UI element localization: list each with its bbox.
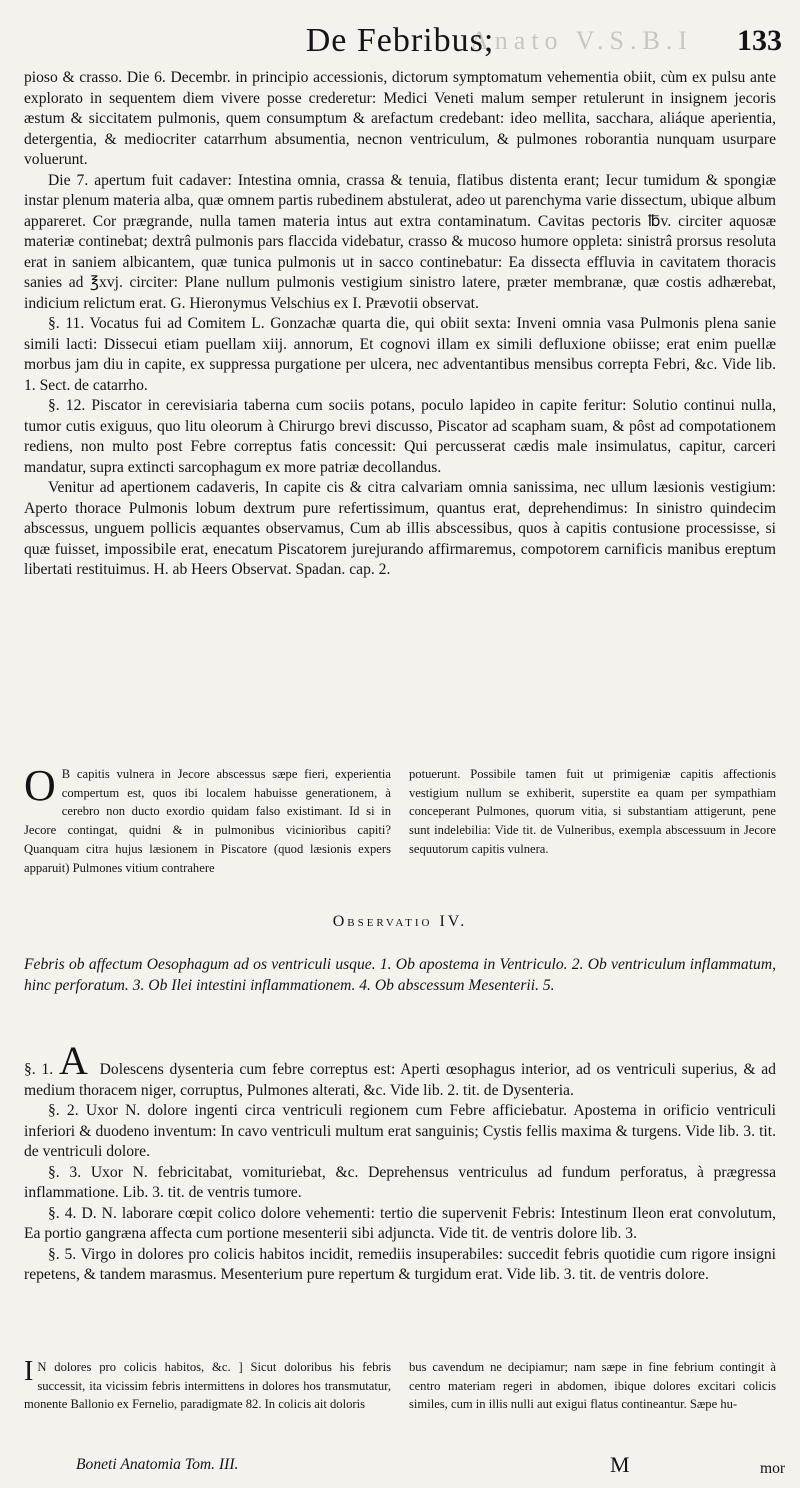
paragraph: Die 7. apertum fuit cadaver: Intestina omnia, crassa & tenuia, flatibus distenta erant; Iecur tumidum & spongiæ instar plenum materia alba, quæ omnem partis rubedinem abstulerat, adeo ut parenchyma varie dissectum, ubique album appareret. Cor prægrande, nulla tamen materia intus aut extra contaminatum. Cavitas pectoris ℔v. circiter aquosæ materiæ continebat; dextrâ pulmonis pars flaccida videbatur, crasso & mucoso humore oppleta: sinistrâ prorsus resoluta erat in saniem albicantem, quæ tunica pulmonis ut in sacco continebatur: Ea dissecta effluvia in cavitatem thoracis sanies ad ℥xvj. circiter: Plane nullum pulmonis vestigium sinistro latere, præter membranæ, quæ costis adhærebat, indicium relictum erat. G. Hieronymus Velschius ex I. Prævotii observat.	[24, 171, 776, 312]
item-number: §. 1.	[24, 1061, 54, 1078]
observation-heading	[24, 913, 776, 931]
scholium-column	[24, 761, 391, 877]
running-title: De Febribus;	[305, 22, 495, 59]
signature-line: Boneti Anatomia Tom. III.	[76, 1456, 239, 1473]
observation-items	[24, 1038, 776, 1286]
drop-cap: O	[24, 761, 56, 810]
paragraph: §. 12. Piscator in cerevisiaria taberna cum sociis potans, poculo lapideo in capite feritur: Solutio continui nulla, tumor cutis exiguus, quo litu oleorum à Chirurgo brevi discusso, Piscator ad scapham suam, & pôst ad compotationem rediens, non multo post Febre correptus fatis concessit: Qui percusserat cædis male insimulatus, capitur, carceri mandatur, supra extincti sarcophagum ex more patriæ decollandus.	[24, 397, 776, 476]
item-number: §. 5.	[48, 1245, 77, 1263]
item-text: Virgo in dolores pro colicis habitos incidit, remediis insuperabiles: succedit febris quotidie cum rigore insigni repetens, & tandem marasmus. Mesenterium pure repertum & turgidum erat. Vide lib. 3. tit. de ventris dolore.	[24, 1245, 776, 1283]
drop-cap: A	[58, 1038, 88, 1083]
drop-cap: I	[24, 1356, 34, 1387]
list-item	[24, 1163, 776, 1204]
page-number: 133	[737, 24, 782, 57]
item-number: §. 4.	[48, 1204, 77, 1222]
list-item	[24, 1204, 776, 1245]
bleed-through-text: Anato V.S.B.I	[470, 26, 693, 55]
item-text: D. N. laborare cœpit colico dolore vehementi: tertio die supervenit Febris: Intestinum Ileon erat convolutum, Ea portio gangræna affecta cum portione mesenterii sibi adjuncta. Vide tit. de ventris dolore lib. 3.	[24, 1204, 776, 1242]
list-item	[24, 1245, 776, 1286]
item-text: Uxor N. dolore ingenti circa ventriculi regionem cum Febre afficiebatur. Apostema in orificio ventriculi inferiori & duodeno inventum: In cavo ventriculi multum erat sanguinis; Cystis fellis maxima & turgens. Vide lib. 3. tit. de ventriculi dolore.	[24, 1102, 776, 1160]
item-text: Dolescens dysenteria cum febre correptus est: Aperti œsophagus interior, ad os ventriculi superius, & ad medium thoracem niger, corruptus, Pulmones alterati, &c. Vide lib. 2. tit. de Dysenteria.	[24, 1061, 776, 1099]
list-item	[24, 1038, 776, 1101]
item-number: §. 3.	[48, 1163, 82, 1181]
scholium-text: B capitis vulnera in Jecore abscessus sæpe fieri, experientia compertum est, quos ibi localem habuisse generationem, à cerebro non ducto exordio quidam falso existimant. Id si in Jecore contingat, quidni & in pulmonibus viciniorìbus capiti? Quanquam citra hujus læsionem in Piscatore (quod læsionis expers apparuit) Pulmones vitium contrahere	[24, 767, 391, 875]
scholium-text: N dolores pro colicis habitos, &c. ] Sicut doloribus his febris successit, ita vicissim febris intermittens in dolores hos transmutatur, monente Ballonio ex Fernelio, paradigmate 82. In colicis ait doloris	[24, 1360, 391, 1412]
main-text	[24, 68, 776, 581]
paragraph: pioso & crasso. Die 6. Decembr. in principio accessionis, dictorum symptomatum vehementia obiit, cùm ex pulsu ante explorato in sequentem diem vivere posse crederetur: Medici Veneti malum semper retulerunt in insignem jecoris æstum & siccitatem pulmonis, quem consumptum & arefactum credebant: ideo mellita, sacchara, aliáque aperientia, detergentia, & mediocriter catarrhum absumentia, necnon ventriculum, & pulmones roborantia nunquam usurpare voluerunt.	[24, 69, 776, 168]
paragraph: §. 11. Vocatus fui ad Comitem L. Gonzachæ quarta die, qui obiit sexta: Inveni omnia vasa Pulmonis plena sanie simili lacti: Dissecui etiam puellam xiij. annorum, Et cognovi illam ex simili defluxione obiisse; erat enim puellæ morbus jam diu in capite, ex suppressa purgatione per ulcera, nec adventantibus mensibus correpta Febri, &c. Vide lib. 1. Sect. de catarrho.	[24, 315, 776, 394]
scholium-column: potuerunt. Possibile tamen fuit ut primigeniæ capitis affectionis vestigium nullum se exhiberit, superstite ea quam per sympathiam conceperant Pulmones, quorum vitia, si substantiam attigerunt, pene sunt indelebilia: Vide tit. de Vulneribus, exempla abscessuum in Jecore sequutorum capitis vulnera.	[409, 767, 776, 856]
list-item	[24, 1101, 776, 1163]
scholium-column: bus cavendum ne decipiamur; nam sæpe in fine febrium contingit à centro materiam regeri in abdomen, ibique dolores excitari colicis similes, cum in illis nulli aut exigui flatus contineantur. Sæpe hu-	[409, 1360, 776, 1412]
section-heading: Observatio IV.	[332, 913, 468, 930]
scholium-1	[24, 761, 776, 877]
item-text: Uxor N. febricitabat, vomituriebat, &c. Deprehensus ventriculus ad fundum perforatus, à prægressa inflammatione. Lib. 3. tit. de ventris tumore.	[24, 1163, 776, 1201]
scholium-2	[24, 1358, 776, 1414]
paragraph: Venitur ad apertionem cadaveris, In capite cis & citra calvariam omnia sanissima, nec ullum læsionis vestigium: Aperto thorace Pulmonis lobum dextrum pure refertissimum, quantus erat, deprehendimus: In sinistro quindecim abscessus, unguem pollicis æquantes observamus, Cum ab illis abscessibus, quos à capitis contusione processisse, si quæ fuisset, impossibile erat, enecatum Piscatorem jurejurando affirmaremus, compotorem carnificis manibus ereptum libertati restituimus. H. ab Heers Observat. Spadan. cap. 2.	[24, 479, 776, 578]
catchword: mor	[760, 1460, 786, 1477]
signature-mark: M	[610, 1452, 630, 1477]
scholium-column	[24, 1358, 391, 1414]
item-number: §. 2.	[48, 1102, 79, 1119]
observation-summary: Febris ob affectum Oesophagum ad os ventriculi usque. 1. Ob apostema in Ventriculo. 2. Ob ventriculum inflammatum, hinc perforatum. 3. Ob Ilei intestini inflammationem. 4. Ob abscessum Mesenterii. 5.	[24, 956, 776, 994]
